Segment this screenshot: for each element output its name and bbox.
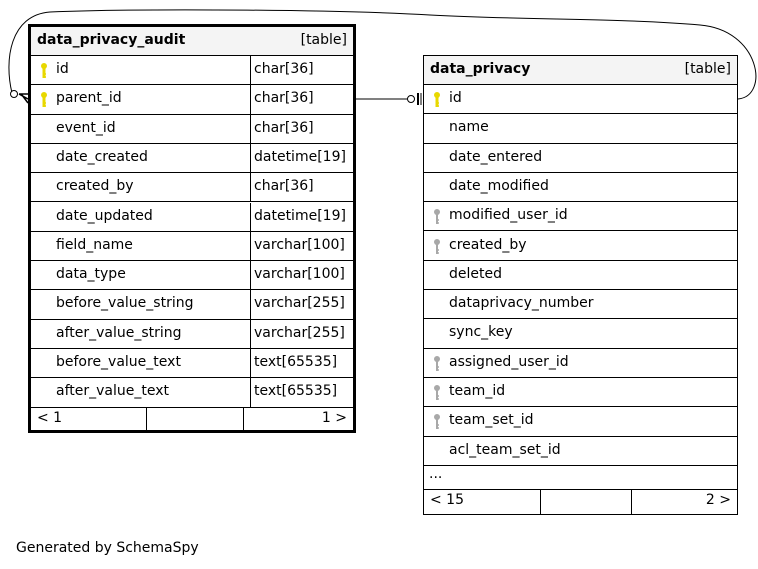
column-divider xyxy=(250,261,251,289)
column-row-team-id[interactable] xyxy=(424,378,737,407)
foreign-key-icon xyxy=(432,355,442,373)
column-row-created-by[interactable] xyxy=(424,232,737,261)
column-type: text[65535] xyxy=(254,354,338,370)
footer-divider xyxy=(146,408,147,432)
column-row-field-name[interactable] xyxy=(31,232,353,261)
column-row-id[interactable] xyxy=(424,85,737,114)
generator-credit: Generated by SchemaSpy xyxy=(16,540,199,556)
column-row-event-id[interactable] xyxy=(31,115,353,144)
foreign-key-icon xyxy=(432,384,442,402)
column-name: before_value_string xyxy=(56,295,194,312)
zero-marker xyxy=(408,96,415,103)
column-name: parent_id xyxy=(56,90,122,107)
table-footer xyxy=(424,490,737,514)
column-type: char[36] xyxy=(254,119,314,136)
column-name: after_value_string xyxy=(56,324,182,341)
foreign-key-icon xyxy=(432,238,442,256)
column-row-created-by[interactable] xyxy=(31,173,353,202)
column-row-after-value-string[interactable] xyxy=(31,320,353,349)
column-name: name xyxy=(449,119,489,136)
more-columns-text: ... xyxy=(429,465,443,482)
column-divider xyxy=(250,290,251,318)
column-name: id xyxy=(449,90,462,106)
column-row-name[interactable] xyxy=(424,114,737,143)
column-name: acl_team_set_id xyxy=(449,441,561,458)
column-row-parent-id[interactable] xyxy=(31,85,353,114)
column-row-sync-key[interactable] xyxy=(424,319,737,348)
column-type: varchar[100] xyxy=(254,236,345,253)
primary-key-icon xyxy=(432,91,442,109)
column-row-modified-user-id[interactable] xyxy=(424,202,737,231)
column-name: date_entered xyxy=(449,148,543,165)
column-type: char[36] xyxy=(254,90,314,107)
column-type: datetime[19] xyxy=(254,148,346,165)
column-type: text[65535] xyxy=(254,383,338,400)
column-divider xyxy=(250,144,251,172)
footer-right: 2 > xyxy=(705,491,731,508)
footer-divider xyxy=(243,408,244,432)
column-name: date_updated xyxy=(56,207,153,224)
column-row-after-value-text[interactable] xyxy=(31,378,353,407)
footer-divider xyxy=(631,490,632,514)
column-row-date-modified[interactable] xyxy=(424,173,737,202)
column-row-dataprivacy-number[interactable] xyxy=(424,290,737,319)
primary-key-icon xyxy=(39,62,49,80)
column-name: sync_key xyxy=(449,324,513,341)
column-divider xyxy=(250,320,251,348)
table-header xyxy=(31,27,353,56)
column-name: after_value_text xyxy=(56,383,169,400)
column-divider xyxy=(250,173,251,201)
column-name: created_by xyxy=(56,178,134,195)
column-row-id[interactable] xyxy=(31,56,353,85)
primary-key-icon xyxy=(39,91,49,109)
column-row-deleted[interactable] xyxy=(424,261,737,290)
column-name: assigned_user_id xyxy=(449,353,569,370)
column-divider xyxy=(250,115,251,143)
column-name: team_set_id xyxy=(449,412,534,429)
table-kind: [table] xyxy=(684,61,731,77)
footer-left: < 1 xyxy=(37,409,63,426)
column-type: varchar[100] xyxy=(254,266,345,283)
table-footer xyxy=(31,408,353,432)
column-name: field_name xyxy=(56,236,133,253)
column-row-date-created[interactable] xyxy=(31,144,353,173)
foreign-key-icon xyxy=(432,413,442,431)
column-divider xyxy=(250,56,251,84)
column-name: event_id xyxy=(56,119,116,136)
column-type: char[36] xyxy=(254,61,314,77)
column-type: varchar[255] xyxy=(254,295,345,312)
column-row-assigned-user-id[interactable] xyxy=(424,349,737,378)
column-name: date_created xyxy=(56,148,148,165)
footer-left: < 15 xyxy=(430,491,464,508)
column-name: before_value_text xyxy=(56,354,181,370)
table-name: data_privacy_audit xyxy=(37,32,186,48)
column-row-date-updated[interactable] xyxy=(31,203,353,232)
curve-zero-marker xyxy=(11,91,18,98)
footer-right: 1 > xyxy=(321,409,347,426)
footer-divider xyxy=(540,490,541,514)
column-row-acl-team-set-id[interactable] xyxy=(424,437,737,466)
table-header xyxy=(424,56,737,85)
column-name: data_type xyxy=(56,266,126,283)
column-row-before-value-string[interactable] xyxy=(31,290,353,319)
table-kind: [table] xyxy=(300,32,347,48)
column-row-team-set-id[interactable] xyxy=(424,407,737,436)
column-divider xyxy=(250,349,251,377)
column-divider xyxy=(250,85,251,113)
column-type: char[36] xyxy=(254,178,314,195)
column-divider xyxy=(250,232,251,260)
column-row-data-type[interactable] xyxy=(31,261,353,290)
column-row-date-entered[interactable] xyxy=(424,144,737,173)
column-divider xyxy=(250,203,251,231)
column-name: created_by xyxy=(449,236,527,253)
column-name: date_modified xyxy=(449,177,549,194)
crow-foot-marker xyxy=(19,94,28,103)
column-name: deleted xyxy=(449,265,502,282)
column-type: datetime[19] xyxy=(254,207,346,224)
table-data-privacy[interactable] xyxy=(423,55,738,515)
column-name: team_id xyxy=(449,383,506,399)
column-name: modified_user_id xyxy=(449,207,568,224)
more-columns-row xyxy=(424,466,737,490)
table-data-privacy-audit[interactable] xyxy=(28,24,356,433)
foreign-key-icon xyxy=(432,208,442,226)
column-row-before-value-text[interactable] xyxy=(31,349,353,378)
column-name: id xyxy=(56,61,69,77)
column-type: varchar[255] xyxy=(254,324,345,341)
column-name: dataprivacy_number xyxy=(449,295,594,312)
column-divider xyxy=(250,378,251,406)
table-name: data_privacy xyxy=(430,61,531,77)
